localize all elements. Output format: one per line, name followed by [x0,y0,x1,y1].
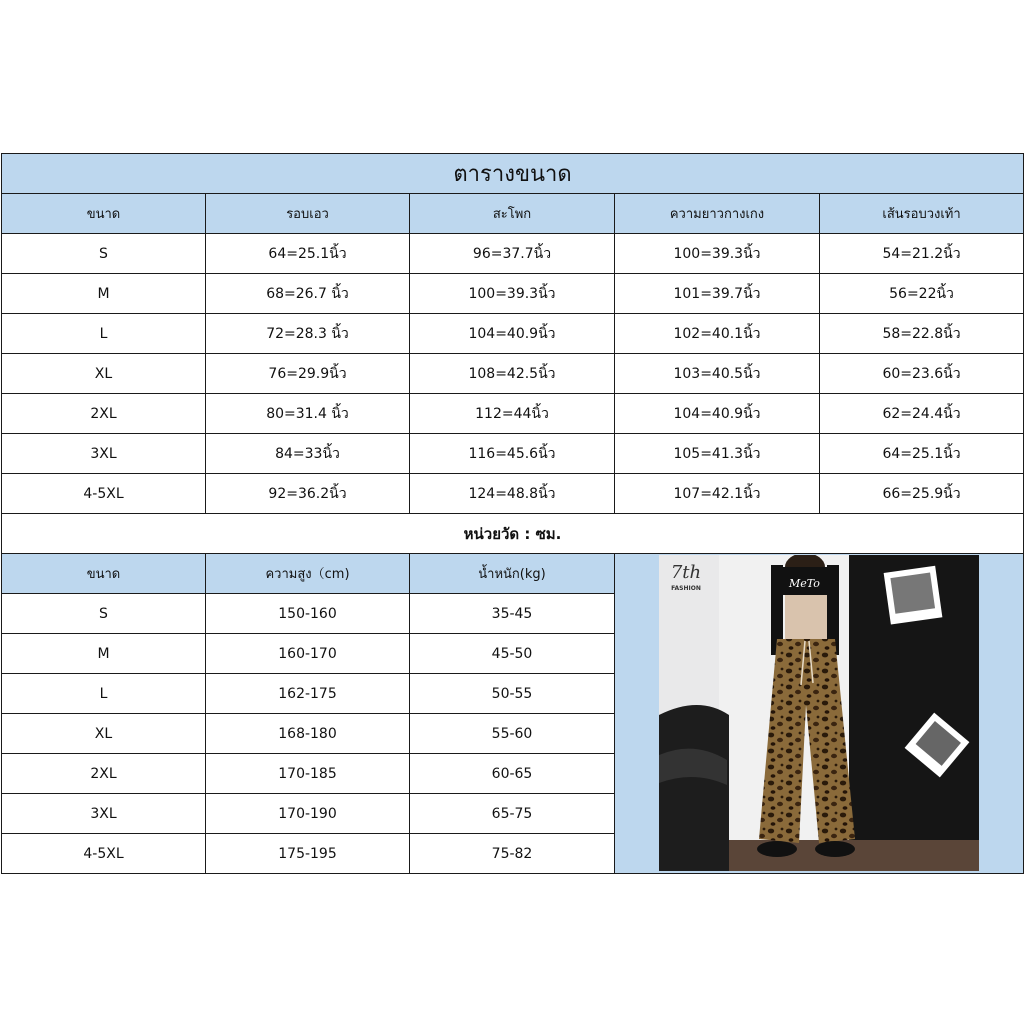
table-cell: 58=22.8นิ้ว [820,314,1024,354]
size-chart-sheet [1,153,1023,874]
brand-logo-sub: FASHION [671,585,701,592]
table-cell: 50-55 [410,674,615,714]
product-photo [659,555,979,871]
header-cell: ขนาด [2,554,206,594]
fit-header-row [2,554,1024,594]
table-row [2,234,1024,274]
table-cell: XL [2,714,206,754]
table-cell: 107=42.1นิ้ว [615,474,820,514]
table-cell: 124=48.8นิ้ว [410,474,615,514]
shirt-print-text: MeTo [789,577,820,590]
table-cell: 3XL [2,434,206,474]
table-cell: 175-195 [206,834,410,874]
table-cell: 102=40.1นิ้ว [615,314,820,354]
table-cell: 54=21.2นิ้ว [820,234,1024,274]
table-cell: 75-82 [410,834,615,874]
table-cell: 105=41.3นิ้ว [615,434,820,474]
table-cell: 112=44นิ้ว [410,394,615,434]
header-cell: รอบเอว [206,194,410,234]
header-cell: ความยาวกางเกง [615,194,820,234]
header-cell: ความสูง（cm) [206,554,410,594]
table-cell: 116=45.6นิ้ว [410,434,615,474]
table-row [2,314,1024,354]
table-cell: S [2,594,206,634]
table-cell: 4-5XL [2,834,206,874]
size-chart-table [1,153,1024,874]
table-row [2,274,1024,314]
header-cell: น้ำหนัก(kg) [410,554,615,594]
product-photo-illustration [659,555,979,871]
table-cell: 3XL [2,794,206,834]
table-cell: 170-190 [206,794,410,834]
table-cell: M [2,634,206,674]
table-cell: 55-60 [410,714,615,754]
table-cell: 170-185 [206,754,410,794]
brand-logo-mark: 7th [670,562,702,583]
table-cell: 64=25.1นิ้ว [820,434,1024,474]
table-cell: 60-65 [410,754,615,794]
title-row [2,154,1024,194]
unit-note: หน่วยวัด : ซม. [2,514,1024,554]
table-cell: 96=37.7นิ้ว [410,234,615,274]
table-cell: 72=28.3 นิ้ว [206,314,410,354]
table-cell: 2XL [2,394,206,434]
table-cell: S [2,234,206,274]
table-row [2,354,1024,394]
table-row [2,434,1024,474]
table-cell: 100=39.3นิ้ว [615,234,820,274]
table-cell: 65-75 [410,794,615,834]
table-cell: 92=36.2นิ้ว [206,474,410,514]
measure-header-row [2,194,1024,234]
table-cell: L [2,674,206,714]
table-cell: 162-175 [206,674,410,714]
header-cell: ขนาด [2,194,206,234]
table-row [2,394,1024,434]
table-cell: 64=25.1นิ้ว [206,234,410,274]
table-cell: 62=24.4นิ้ว [820,394,1024,434]
table-cell: 66=25.9นิ้ว [820,474,1024,514]
header-cell: เส้นรอบวงเท้า [820,194,1024,234]
table-cell: 84=33นิ้ว [206,434,410,474]
table-cell: 35-45 [410,594,615,634]
table-cell: 150-160 [206,594,410,634]
product-photo-cell [615,554,1024,874]
table-cell: 168-180 [206,714,410,754]
unit-row [2,514,1024,554]
table-cell: 68=26.7 นิ้ว [206,274,410,314]
table-cell: 60=23.6นิ้ว [820,354,1024,394]
table-cell: L [2,314,206,354]
table-cell: 103=40.5นิ้ว [615,354,820,394]
table-cell: 2XL [2,754,206,794]
table-cell: 56=22นิ้ว [820,274,1024,314]
chart-title: ตารางขนาด [2,154,1024,194]
table-cell: 100=39.3นิ้ว [410,274,615,314]
table-cell: 104=40.9นิ้ว [615,394,820,434]
table-cell: 160-170 [206,634,410,674]
table-cell: 101=39.7นิ้ว [615,274,820,314]
table-cell: 4-5XL [2,474,206,514]
table-cell: 45-50 [410,634,615,674]
table-cell: 76=29.9นิ้ว [206,354,410,394]
header-cell: สะโพก [410,194,615,234]
table-cell: 80=31.4 นิ้ว [206,394,410,434]
table-cell: 108=42.5นิ้ว [410,354,615,394]
table-row [2,474,1024,514]
table-cell: M [2,274,206,314]
table-cell: XL [2,354,206,394]
brand-logo [669,561,703,603]
table-cell: 104=40.9นิ้ว [410,314,615,354]
